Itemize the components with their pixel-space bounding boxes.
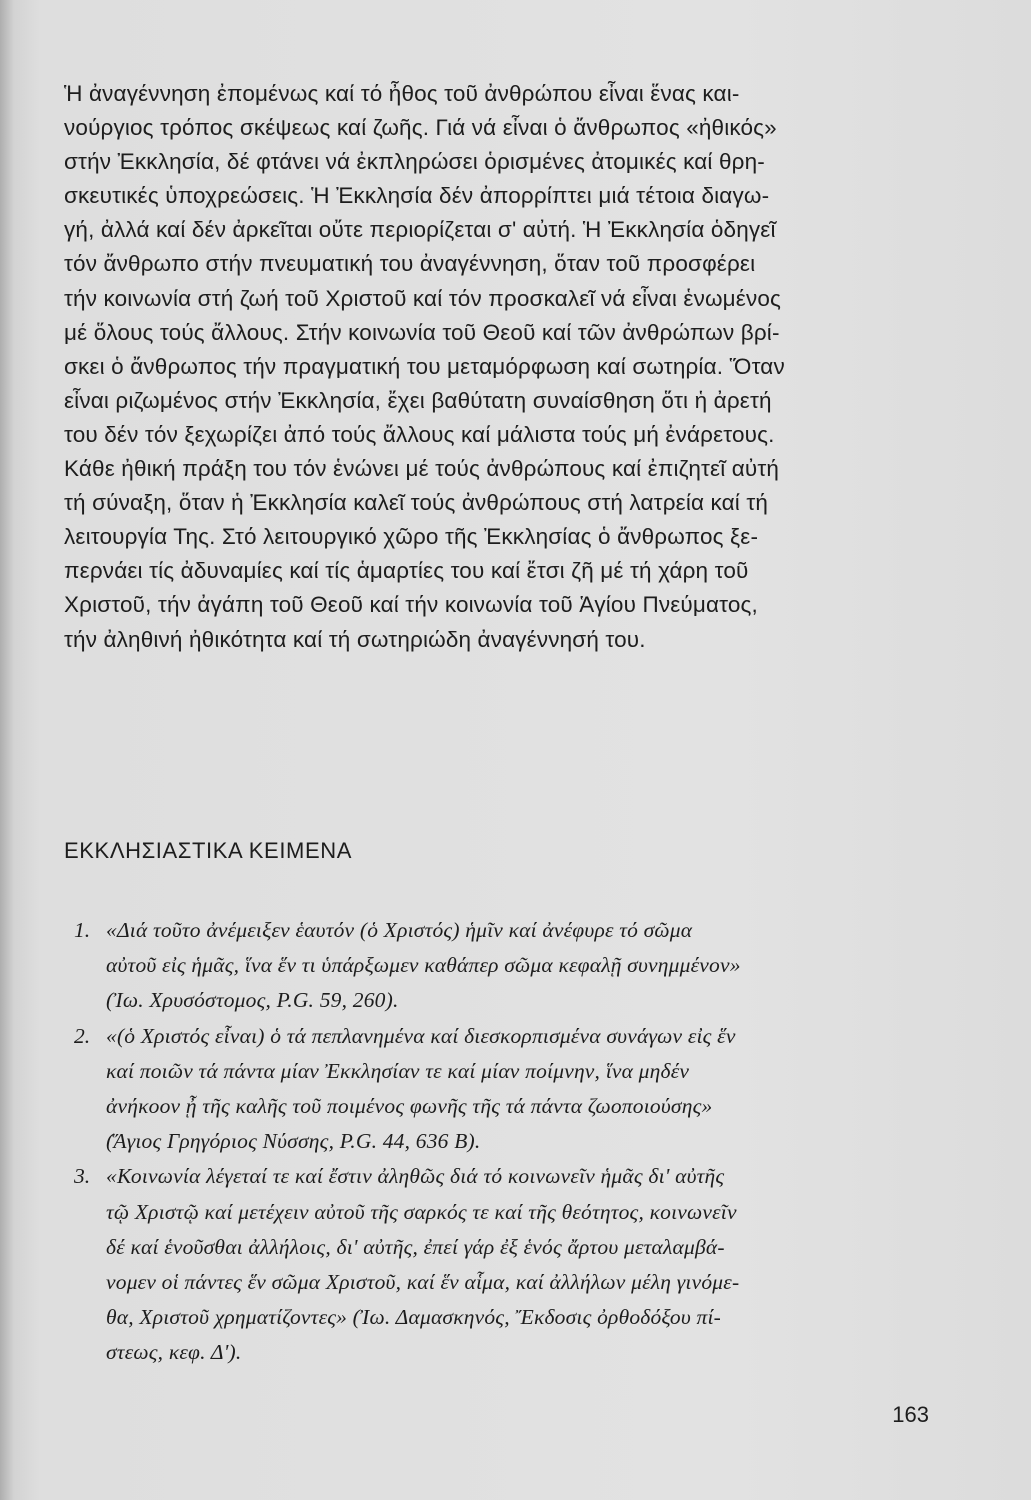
- paragraph-line: τήν ἀληθινή ἠθικότητα καί τή σωτηριώδη ἀναγέννησή του.: [64, 626, 646, 652]
- quote-line: στεως, κεφ. Δ').: [106, 1340, 242, 1365]
- paragraph-line: στήν Ἐκκλησία, δέ φτάνει νά ἐκπληρώσει ὁρισμένες ἀτομικές καί θρη-: [64, 149, 765, 175]
- quote-line: «Διά τοῦτο ἀνέμειξεν ἑαυτόν (ὁ Χριστός) ἡμῖν καί ἀνέφυρε τό σῶμα: [106, 918, 693, 942]
- paragraph-line: εἶναι ριζωμένος στήν Ἐκκλησία, ἔχει βαθύτατη συναίσθηση ὅτι ἡ ἀρετή: [64, 387, 772, 413]
- paragraph-line: τή σύναξη, ὅταν ἡ Ἐκκλησία καλεῖ τούς ἀνθρώπους στή λατρεία καί τή: [64, 490, 769, 516]
- quote-number: 2.: [74, 1023, 91, 1048]
- paragraph-line: του δέν τόν ξεχωρίζει ἀπό τούς ἄλλους καί μάλιστα τούς μή ἐνάρετους.: [64, 421, 775, 447]
- quote-line: «(ὁ Χριστός εἶναι) ὁ τά πεπλανημένα καί διεσκορπισμένα συνάγων εἰς ἕν: [106, 1023, 736, 1048]
- paragraph-line: Ἡ ἀναγέννηση ἐπομένως καί τό ἦθος τοῦ ἀνθρώπου εἶναι ἕνας και-: [64, 81, 740, 106]
- quote-text: [106, 1159, 934, 1370]
- paragraph-line: λειτουργία Της. Στό λειτουργικό χῶρο τῆς Ἐκκλησίας ὁ ἄνθρωπος ξε-: [64, 524, 759, 550]
- paragraph-line: Χριστοῦ, τήν ἀγάπη τοῦ Θεοῦ καί τήν κοινωνία τοῦ Ἁγίου Πνεύματος,: [64, 592, 758, 618]
- quote-line: «Κοινωνία λέγεταί τε καί ἔστιν ἀληθῶς διά τό κοινωνεῖν ἡμᾶς δι' αὐτῆς: [106, 1164, 725, 1189]
- quote-line: ἀνήκοον ᾖ τῆς καλῆς τοῦ ποιμένος φωνῆς τῆς τά πάντα ζωοποιούσης»: [106, 1093, 713, 1118]
- paragraph-line: περνάει τίς ἀδυναμίες καί τίς ἁμαρτίες του καί ἔτσι ζῆ μέ τή χάρη τοῦ: [64, 558, 749, 584]
- quote-line: τῷ Χριστῷ καί μετέχειν αὐτοῦ τῆς σαρκός τε καί τῆς θεότητος, κοινωνεῖν: [106, 1199, 737, 1224]
- quotes-list: [74, 913, 934, 1370]
- quote-item: [74, 1159, 934, 1370]
- quote-line: αὐτοῦ εἰς ἡμᾶς, ἵνα ἕν τι ὑπάρξωμεν καθάπερ σῶμα κεφαλῇ συνημμένον»: [106, 953, 741, 978]
- section-heading: ΕΚΚΛΗΣΙΑΣΤΙΚΑ ΚΕΙΜΕΝΑ: [64, 838, 353, 863]
- paragraph-line: Κάθε ἠθική πράξη του τόν ἑνώνει μέ τούς ἀνθρώπους καί ἐπιζητεῖ αὐτή: [64, 456, 780, 482]
- quote-line: καί ποιῶν τά πάντα μίαν Ἐκκλησίαν τε καί μίαν ποίμνην, ἵνα μηδέν: [106, 1058, 690, 1083]
- quote-line: (Ἰω. Χρυσόστομος, P.G. 59, 260).: [106, 988, 399, 1013]
- quote-number: 3.: [74, 1164, 91, 1189]
- quote-line: (Ἅγιος Γρηγόριος Νύσσης, P.G. 44, 636 B).: [106, 1129, 481, 1154]
- paragraph-line: τήν κοινωνία στή ζωή τοῦ Χριστοῦ καί τόν προσκαλεῖ νά εἶναι ἑνωμένος: [64, 285, 782, 311]
- quote-line: δέ καί ἑνοῦσθαι ἀλλήλοις, δι' αὐτῆς, ἐπεί γάρ ἐξ ἑνός ἄρτου μεταλαμβά-: [106, 1234, 725, 1259]
- quote-text: [106, 1019, 934, 1160]
- page-number: 163: [892, 1402, 929, 1427]
- paragraph-line: γή, ἀλλά καί δέν ἀρκεῖται οὔτε περιορίζεται σ' αὐτή. Ἡ Ἐκκλησία ὁδηγεῖ: [64, 217, 776, 243]
- paragraph-line: σκει ὁ ἄνθρωπος τήν πραγματική του μεταμόρφωση καί σωτηρία. Ὅταν: [64, 353, 785, 379]
- main-paragraph: [64, 77, 934, 657]
- quote-line: θα, Χριστοῦ χρηματίζοντες» (Ἰω. Δαμασκηνός, Ἔκδοσις ὀρθοδόξου πί-: [106, 1305, 722, 1330]
- paragraph-line: νούργιος τρόπος σκέψεως καί ζωῆς. Γιά νά εἶναι ὁ ἄνθρωπος «ἠθικός»: [64, 115, 777, 141]
- quote-line: νομεν οἱ πάντες ἕν σῶμα Χριστοῦ, καί ἕν αἷμα, καί ἀλλήλων μέλη γινόμε-: [106, 1269, 740, 1294]
- paragraph-line: σκευτικές ὑποχρεώσεις. Ἡ Ἐκκλησία δέν ἀπορρίπτει μιά τέτοια διαγω-: [64, 183, 770, 209]
- quote-item: [74, 913, 934, 1019]
- paragraph-line: τόν ἄνθρωπο στήν πνευματική του ἀναγέννηση, ὅταν τοῦ προσφέρει: [64, 251, 756, 277]
- quote-item: [74, 1019, 934, 1160]
- quote-text: [106, 913, 934, 1019]
- paragraph-line: μέ ὅλους τούς ἄλλους. Στήν κοινωνία τοῦ Θεοῦ καί τῶν ἀνθρώπων βρί-: [64, 319, 780, 345]
- quote-number: 1.: [74, 918, 91, 942]
